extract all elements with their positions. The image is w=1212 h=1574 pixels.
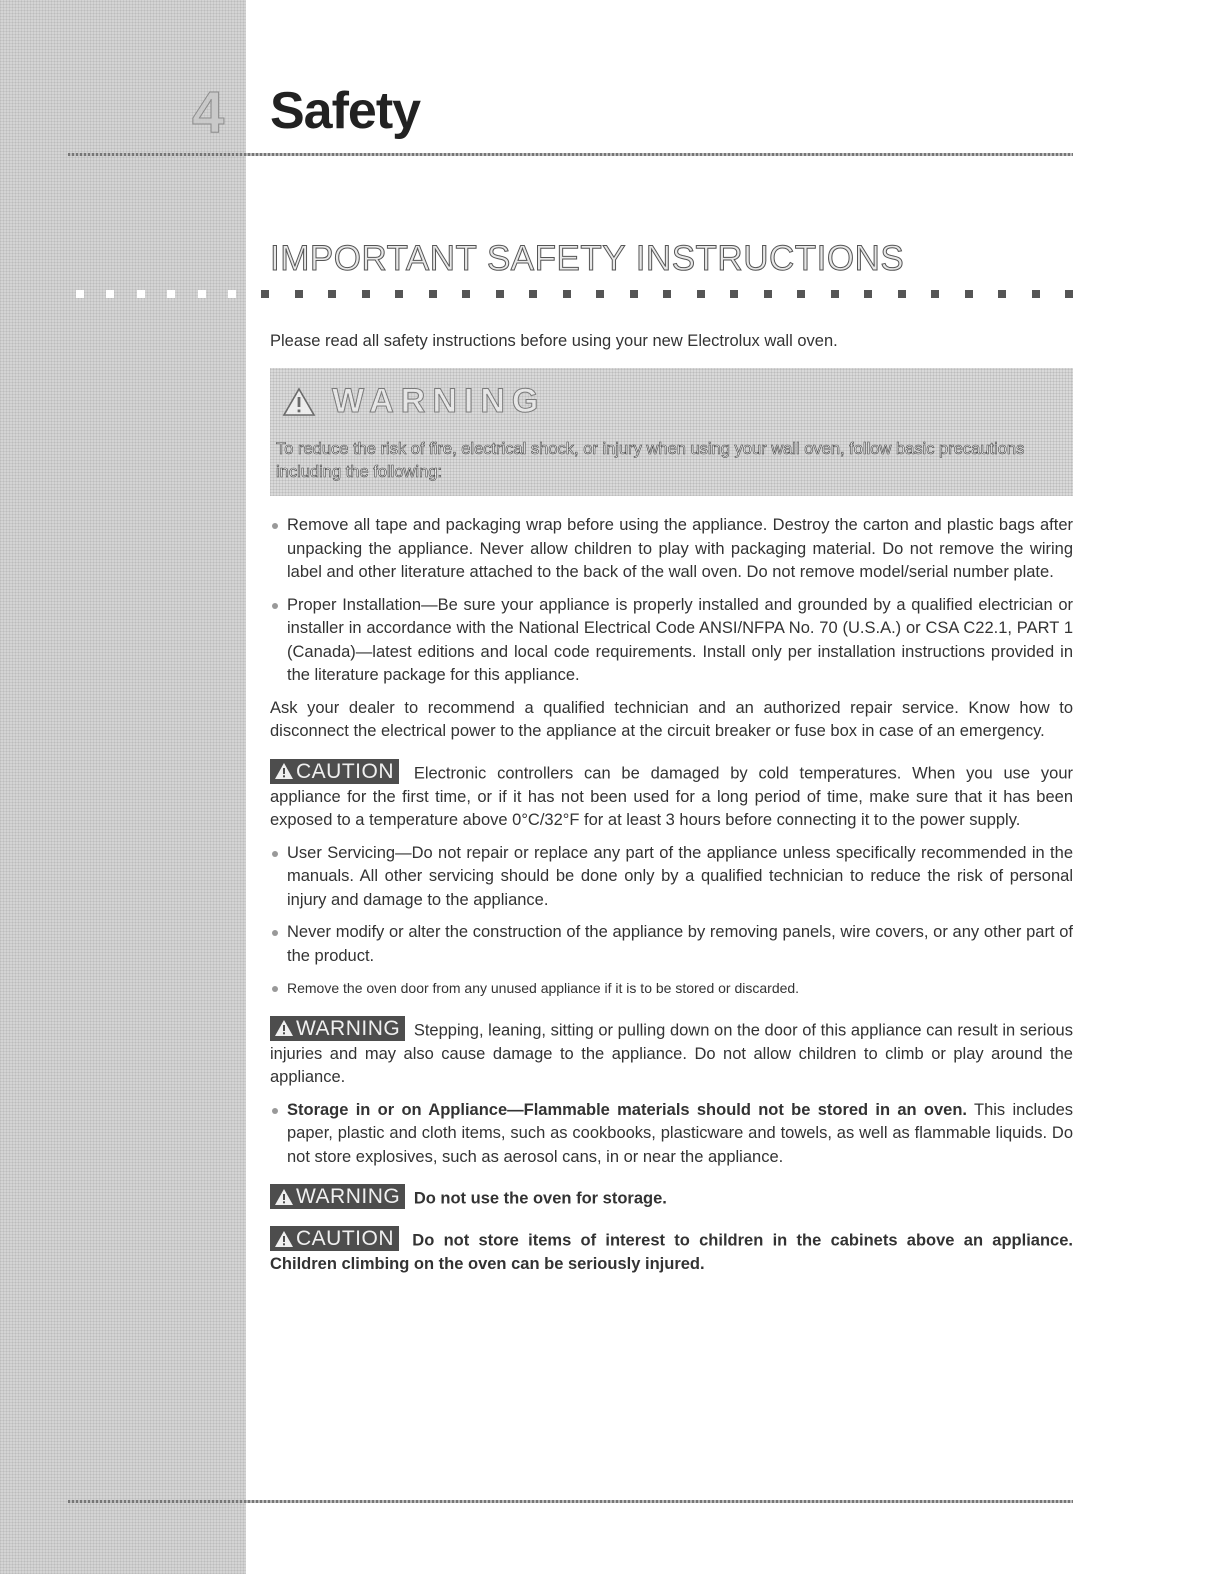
warning-text-2: Stepping, leaning, sitting or pulling down on the door of this appliance can result in serious injuries and may also cause damage to the appliance. Do not allow children to climb or play around the appliance. (270, 1021, 1073, 1086)
warning-box-text: To reduce the risk of fire, electrical shock, or injury when using your wall oven, follow basic precautions including the following: (276, 440, 1025, 481)
ask-dealer-paragraph: Ask your dealer to recommend a qualified technician and an authorized repair service. Know how to disconnect the electrical power to the appliance at the circuit breaker or fuse box in case of an emergency. (270, 698, 1073, 740)
storage-heading: Storage in or on Appliance—Flammable materials should not be stored in an oven. (287, 1100, 967, 1119)
section-heading: IMPORTANT SAFETY INSTRUCTIONS (270, 239, 905, 278)
alert-triangle-icon (274, 1188, 294, 1206)
section-dot-row (261, 290, 1073, 298)
warning-badge (270, 1016, 405, 1041)
warning-text-3: Do not use the oven for storage. (413, 1189, 667, 1208)
warning-paragraph-2 (270, 1016, 1073, 1090)
list-item-storage (270, 1099, 1073, 1170)
list-item-proper-installation: Proper Installation—Be sure your appliance is properly installed and grounded by a qualified electrician or installer in accordance with the National Electrical Code ANSI/NFPA No. 70 (U.S.A.) or CSA C22.1, PART 1 (Canada)—latest editions and local code requirements. Install only per installation instructions provided in the literature package for this appliance. (270, 594, 1073, 688)
caution-text-2: Do not store items of interest to children in the cabinets above an appliance. Children climbing on the oven can be seriously injured. (270, 1231, 1073, 1273)
caution-badge-label: CAUTION (296, 759, 394, 783)
safety-list-1 (270, 514, 1073, 688)
list-item-remove-tape: Remove all tape and packaging wrap before using the appliance. Destroy the carton and plastic bags after unpacking the appliance. Never allow children to play with packaging material. Do not remove the wiring label and other literature attached to the back of the wall oven. Do not remove model/serial number plate. (270, 514, 1073, 585)
warning-box (270, 368, 1073, 496)
safety-content (270, 514, 1073, 1286)
caution-paragraph-2 (270, 1226, 1073, 1277)
safety-list-3 (270, 1099, 1073, 1170)
intro-text: Please read all safety instructions before using your new Electrolux wall oven. (270, 332, 838, 350)
warning-badge-label: WARNING (296, 1016, 401, 1040)
caution-badge-label: CAUTION (296, 1227, 394, 1250)
footer-divider (68, 1500, 1073, 1503)
chapter-number: 4 (192, 80, 225, 145)
warning-paragraph-3 (270, 1184, 1073, 1211)
sidebar-dot-row (76, 290, 236, 298)
warning-triangle-icon (282, 387, 316, 417)
page-title: Safety (270, 82, 421, 140)
caution-text-1: Electronic controllers can be damaged by cold temperatures. When you use your appliance for the first time, or if it has not been used for a long period of time, make sure that it has been exposed to a temperature above 0°C/32°F for at least 3 hours before connecting it to the power supply. (270, 764, 1074, 829)
list-item-remove-door: Remove the oven door from any unused appliance if it is to be stored or discarded. (270, 977, 1073, 1001)
list-item-user-servicing: User Servicing—Do not repair or replace any part of the appliance unless specifically recommended in the manuals. All other servicing should be done only by a qualified technician to reduce the risk of personal injury and damage to the appliance. (270, 842, 1073, 913)
caution-badge (270, 1226, 399, 1251)
caution-badge (270, 759, 399, 784)
alert-triangle-icon (274, 1230, 294, 1248)
warning-box-header (282, 382, 545, 421)
safety-list-2 (270, 842, 1073, 1001)
list-item-never-modify: Never modify or alter the construction of the appliance by removing panels, wire covers, or any other part of the product. (270, 921, 1073, 968)
storage-text: This includes paper, plastic and cloth items, such as cookbooks, plasticware and towels, as well as flammable liquids. Do not store explosives, such as aerosol cans, in or near the appliance. (287, 1100, 1073, 1166)
alert-triangle-icon (274, 762, 294, 780)
warning-badge (270, 1184, 405, 1209)
warning-badge-label: WARNING (296, 1185, 401, 1208)
sidebar-shading (0, 0, 246, 1574)
warning-box-title: WARNING (332, 382, 546, 420)
header-divider (68, 153, 1073, 156)
alert-triangle-icon (274, 1019, 294, 1037)
caution-paragraph-1 (270, 759, 1073, 833)
